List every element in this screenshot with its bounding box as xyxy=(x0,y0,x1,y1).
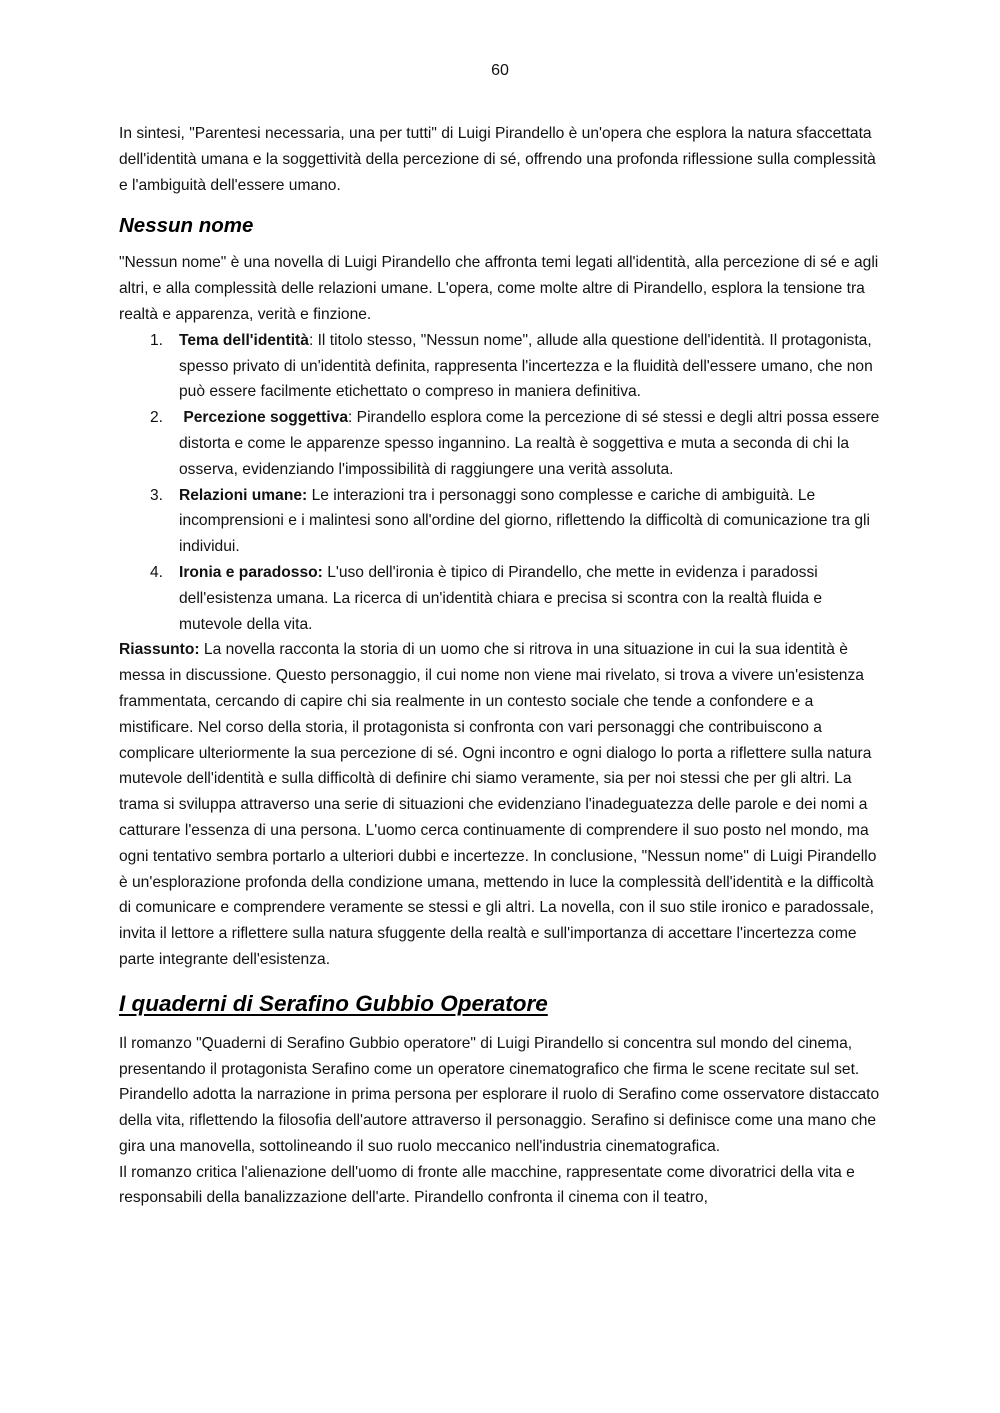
list-item-title: Relazioni umane: xyxy=(179,486,308,504)
summary-label: Riassunto: xyxy=(119,641,200,659)
list-item xyxy=(119,560,881,637)
list-item xyxy=(119,328,881,405)
quaderni-paragraph-2: Il romanzo critica l'alienazione dell'uomo di fronte alle macchine, rappresentate come divoratrici della vita e responsabili della banalizzazione dell'arte. Pirandello confronta il cinema con il teatro, xyxy=(119,1163,855,1207)
page-number: 60 xyxy=(491,62,509,79)
section-heading-quaderni: I quaderni di Serafino Gubbio Operatore xyxy=(119,990,548,1016)
list-item-number: 4. xyxy=(150,563,164,581)
quaderni-paragraph-1: Il romanzo "Quaderni di Serafino Gubbio operatore" di Luigi Pirandello si concentra sul mondo del cinema, presentando il protagonista Serafino come un operatore cinematografico che firma le scene recitate sul set. Pirandello adotta la narrazione in prima persona per esplorare il ruolo di Serafino come osservatore distaccato della vita, riflettendo la filosofia dell'autore attraverso il personaggio. Serafino si definisce come una mano che gira una manovella, sottolineando il suo ruolo meccanico nell'industria cinematografica. xyxy=(119,1034,880,1155)
intro-paragraph: In sintesi, "Parentesi necessaria, una per tutti" di Luigi Pirandello è un'opera che esplora la natura sfaccettata dell'identità umana e la soggettività della percezione di sé, offrendo una profonda riflessione sulla complessità e l'ambiguità dell'essere umano. xyxy=(119,125,876,194)
list-item-title: Percezione soggettiva xyxy=(183,409,348,427)
list-item-number: 3. xyxy=(150,486,164,504)
section-heading-nessun-nome: Nessun nome xyxy=(119,214,254,238)
summary-text: La novella racconta la storia di un uomo che si ritrova in una situazione in cui la sua identità è messa in discussione. Questo personaggio, il cui nome non viene mai rivelato, si trova a vivere un'esistenza frammentata, cercando di capire chi sia realmente in un contesto sociale che tende a confondere e a mistificare. Nel corso della storia, il protagonista si confronta con vari personaggi che contribuiscono a complicare ulteriormente la sua percezione di sé. Ogni incontro e ogni dialogo lo porta a riflettere sulla natura mutevole dell'identità e sulla difficoltà di definire chi siamo veramente, sia per noi stessi che per gli altri. La trama si sviluppa attraverso una serie di situazioni che evidenziano l'inadeguatezza delle parole e dei nomi a catturare l'essenza di una persona. L'uomo cerca continuamente di comprendere il suo posto nel mondo, ma ogni tentativo sembra portarlo a ulteriori dubbi e incertezze. In conclusione, "Nessun nome" di Luigi Pirandello è un'esplorazione profonda della condizione umana, mettendo in luce la complessità dell'identità e la difficoltà di comunicare e comprendere veramente se stessi e gli altri. La novella, con il suo stile ironico e paradossale, invita il lettore a riflettere sulla natura sfuggente della realtà e sull'importanza di accettare l'incertezza come parte integrante dell'esistenza. xyxy=(119,641,877,968)
list-item-title: Ironia e paradosso: xyxy=(179,563,323,581)
list-item xyxy=(119,483,881,560)
summary-paragraph xyxy=(119,637,881,972)
list-item-number: 1. xyxy=(150,331,164,349)
list-item-title: Tema dell'identità xyxy=(179,331,309,349)
list-item-text: : Il titolo stesso, "Nessun nome", allude alla questione dell'identità. Il protagonista, spesso privato di un'identità definita, rappresenta l'incertezza e la fluidità dell'essere umano, che non può essere facilmente etichettato o compreso in maniera definitiva. xyxy=(179,331,873,401)
nessun-nome-intro: "Nessun nome" è una novella di Luigi Pirandello che affronta temi legati all'identità, alla percezione di sé e agli altri, e alla complessità delle relazioni umane. L'opera, come molte altre di Pirandello, esplora la tensione tra realtà e apparenza, verità e finzione. xyxy=(119,254,879,323)
list-item-text: L'uso dell'ironia è tipico di Pirandello, che mette in evidenza i paradossi dell'esistenza umana. La ricerca di un'identità chiara e precisa si scontra con la realtà fluida e mutevole della vita. xyxy=(179,563,823,633)
list-item-number: 2. xyxy=(150,409,164,427)
list-item-text: Le interazioni tra i personaggi sono complesse e cariche di ambiguità. Le incomprensioni e i malintesi sono all'ordine del giorno, riflettendo la difficoltà di comunicazione tra gli individui. xyxy=(179,486,870,556)
list-item xyxy=(119,405,881,482)
page-content xyxy=(119,121,881,1211)
list-item-text: : Pirandello esplora come la percezione di sé stessi e degli altri possa essere distorta e come le apparenze spesso ingannino. La realtà è soggettiva e muta a seconda di chi la osserva, evidenziando l'impossibilità di raggiungere una verità assoluta. xyxy=(179,409,880,478)
themes-list xyxy=(119,328,881,638)
